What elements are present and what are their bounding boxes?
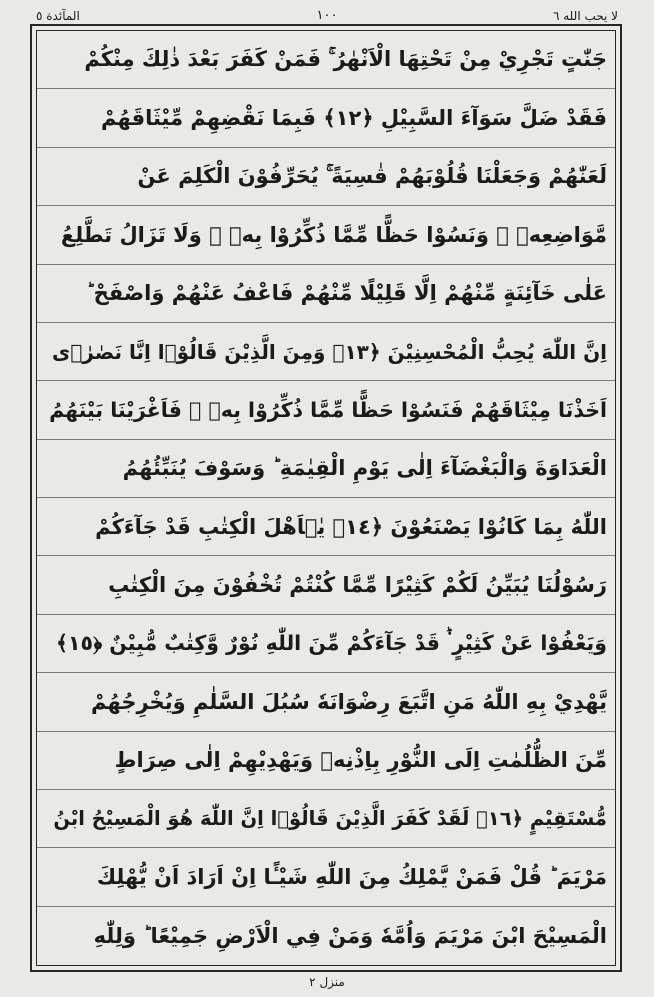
text-line: اَخَذْنَا مِيْثَاقَهُمْ فَنَسُوْا حَظًّا مِّمَّا ذُكِّرُوْا بِهٖ ۪ فَاَغْرَيْنَا بَيْنَهُمُ <box>37 381 615 439</box>
text-line: مِّنَ الظُّلُمٰتِ اِلَى النُّوْرِ بِاِذْنِهٖ وَيَهْدِيْهِمْ اِلٰى صِرَاطٍ <box>37 732 615 790</box>
text-block <box>36 30 616 966</box>
text-line: يَّهْدِيْ بِهِ اللّٰهُ مَنِ اتَّبَعَ رِضْوَانَهٗ سُبُلَ السَّلٰمِ وَيُخْرِجُهُمْ <box>37 673 615 731</box>
text-line: وَيَعْفُوْا عَنْ كَثِيْرٍ ۬ؕ قَدْ جَآءَكُمْ مِّنَ اللّٰهِ نُوْرٌ وَّكِتٰبٌ مُّبِيْنٌ ﴿١٥﴾ <box>37 615 615 673</box>
juz-name: لا يحب الله ٦ <box>552 9 618 23</box>
text-line: مُّسْتَقِيْمٍ ﴿١٦﴾ لَقَدْ كَفَرَ الَّذِيْنَ قَالُوْۤا اِنَّ اللّٰهَ هُوَ الْمَسِيْحُ ابْنُ <box>37 790 615 848</box>
text-line: جَنّٰتٍ تَجْرِيْ مِنْ تَحْتِهَا الْاَنْهٰرُ ۚ فَمَنْ كَفَرَ بَعْدَ ذٰلِكَ مِنْكُمْ <box>37 31 615 89</box>
text-line: اللّٰهُ بِمَا كَانُوْا يَصْنَعُوْنَ ﴿١٤﴾ يٰۤاَهْلَ الْكِتٰبِ قَدْ جَآءَكُمْ <box>37 498 615 556</box>
text-line: مَّوَاضِعِهٖ ۙ وَنَسُوْا حَظًّا مِّمَّا ذُكِّرُوْا بِهٖ ۚ وَلَا تَزَالُ تَطَّلِعُ <box>37 206 615 264</box>
text-line: الْمَسِيْحَ ابْنَ مَرْيَمَ وَاُمَّهٗ وَمَنْ فِي الْاَرْضِ جَمِيْعًا ؕ وَلِلّٰهِ <box>93 923 607 948</box>
text-line: اِنَّ اللّٰهَ يُحِبُّ الْمُحْسِنِيْنَ ﴿١٣﴾ وَمِنَ الَّذِيْنَ قَالُوْۤا اِنَّا نَصٰرٰۤى <box>37 323 615 381</box>
page-header <box>36 6 618 26</box>
manzil-marker: منزل ٢ <box>309 975 345 989</box>
text-line: عَلٰى خَآئِنَةٍ مِّنْهُمْ اِلَّا قَلِيْلًا مِّنْهُمْ فَاعْفُ عَنْهُمْ وَاصْفَحْ ؕ <box>37 265 615 323</box>
page-number: ١٠٠ <box>316 8 338 23</box>
text-line: الْعَدَاوَةَ وَالْبَغْضَآءَ اِلٰى يَوْمِ الْقِيٰمَةِ ؕ وَسَوْفَ يُنَبِّئُهُمُ <box>37 440 615 498</box>
text-line: لَعَنّٰهُمْ وَجَعَلْنَا قُلُوْبَهُمْ قٰسِيَةً ۚ يُحَرِّفُوْنَ الْكَلِمَ عَنْ <box>37 148 615 206</box>
text-line: رَسُوْلُنَا يُبَيِّنُ لَكُمْ كَثِيْرًا مِّمَّا كُنْتُمْ تُخْفُوْنَ مِنَ الْكِتٰبِ <box>37 556 615 614</box>
surah-name: المآئدة ٥ <box>36 9 80 23</box>
text-line: فَقَدْ ضَلَّ سَوَآءَ السَّبِيْلِ ﴿١٢﴾ فَبِمَا نَقْضِهِمْ مِّيْثَاقَهُمْ <box>37 89 615 147</box>
text-line: مَرْيَمَ ؕ قُلْ فَمَنْ يَّمْلِكُ مِنَ اللّٰهِ شَيْـًٔا اِنْ اَرَادَ اَنْ يُّهْلِكَ <box>37 848 615 906</box>
